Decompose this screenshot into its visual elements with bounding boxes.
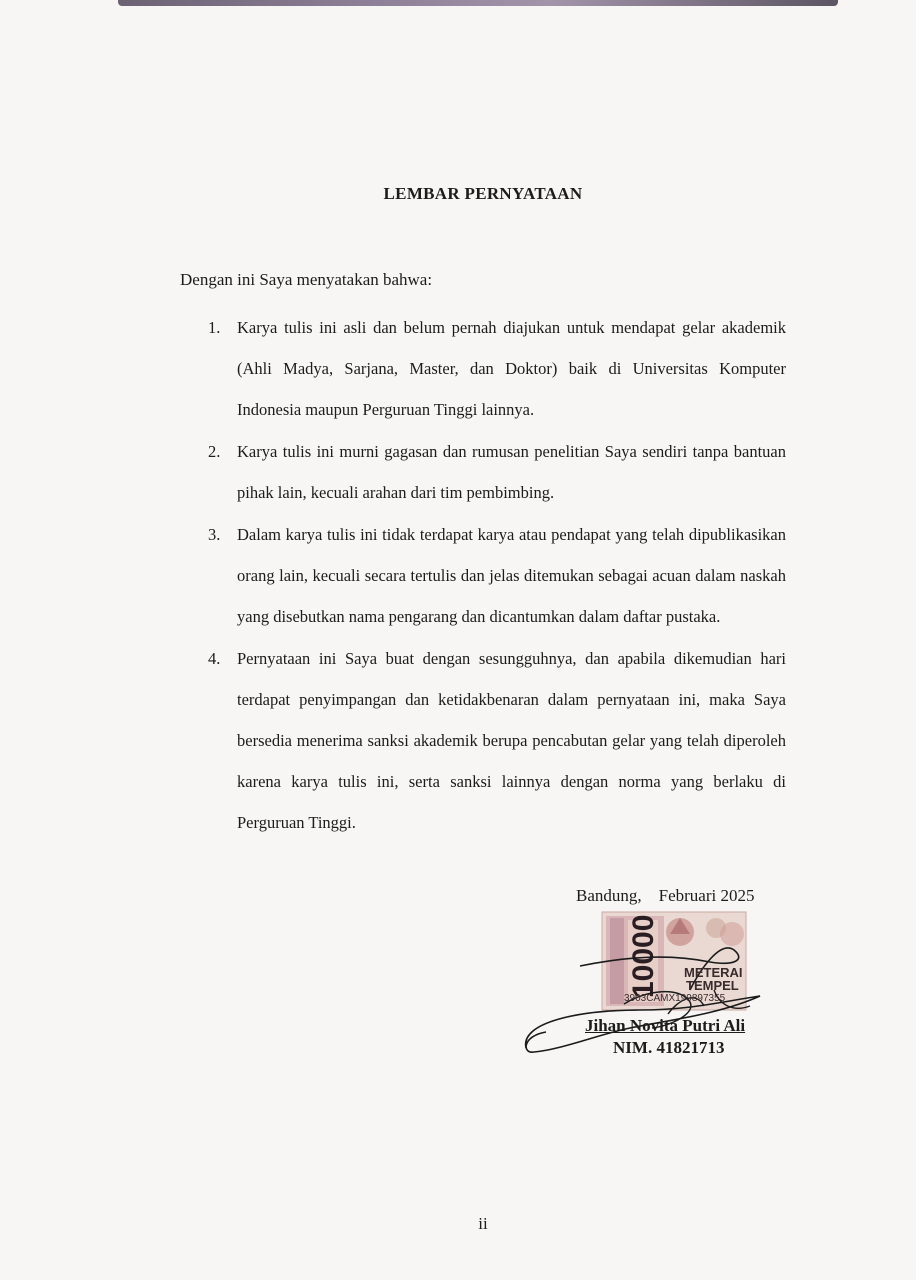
stamp-label-line2: TEMPEL	[686, 978, 739, 993]
statement-text: Karya tulis ini murni gagasan dan rumusan penelitian Saya sendiri tanpa bantuan pihak lain, kecuali arahan dari tim pembimbing.	[237, 442, 786, 502]
stamp-label	[582, 966, 743, 992]
signer-nim: NIM. 41821713	[613, 1038, 725, 1057]
statement-list	[200, 307, 786, 844]
statement-item	[200, 638, 786, 843]
statement-number: 4.	[208, 649, 221, 668]
stamp-serial: 3903CAMX199897355	[624, 993, 726, 1004]
statement-item	[200, 431, 786, 513]
statement-number: 3.	[208, 525, 221, 544]
signer-name: Jihan Novita Putri Ali	[585, 1016, 746, 1035]
statement-item	[200, 307, 786, 430]
statement-number: 1.	[208, 318, 221, 337]
statement-number: 2.	[208, 442, 221, 461]
page-number: ii	[478, 1214, 488, 1233]
statement-text: Pernyataan ini Saya buat dengan sesungguhnya, dan apabila dikemudian hari terdapat penyimpangan dan ketidakbenaran dalam pernyataan ini, maka Saya bersedia menerima sanksi akademik berupa pencabutan gelar yang telah diperoleh karena karya tulis ini, serta sanksi lainnya dengan norma yang berlaku di Perguruan Tinggi.	[237, 649, 786, 832]
stamp-label-line1: METERAI	[684, 965, 743, 980]
page-title: LEMBAR PERNYATAAN	[383, 184, 583, 203]
statement-text: Dalam karya tulis ini tidak terdapat karya atau pendapat yang telah dipublikasikan orang lain, kecuali secara tertulis dan jelas ditemukan sebagai acuan dalam naskah yang disebutkan nama pengarang dan dicantumkan dalam daftar pustaka.	[237, 525, 786, 626]
statement-item	[200, 514, 786, 637]
intro-text: Dengan ini Saya menyatakan bahwa:	[180, 270, 433, 289]
stamp-value: 10000	[627, 914, 660, 998]
place-date: Bandung, Februari 2025	[576, 886, 755, 905]
scan-edge-band	[118, 0, 838, 6]
statement-text: Karya tulis ini asli dan belum pernah diajukan untuk mendapat gelar akademik (Ahli Madya, Sarjana, Master, dan Doktor) baik di Universitas Komputer Indonesia maupun Perguruan Tinggi lainnya.	[237, 318, 786, 419]
